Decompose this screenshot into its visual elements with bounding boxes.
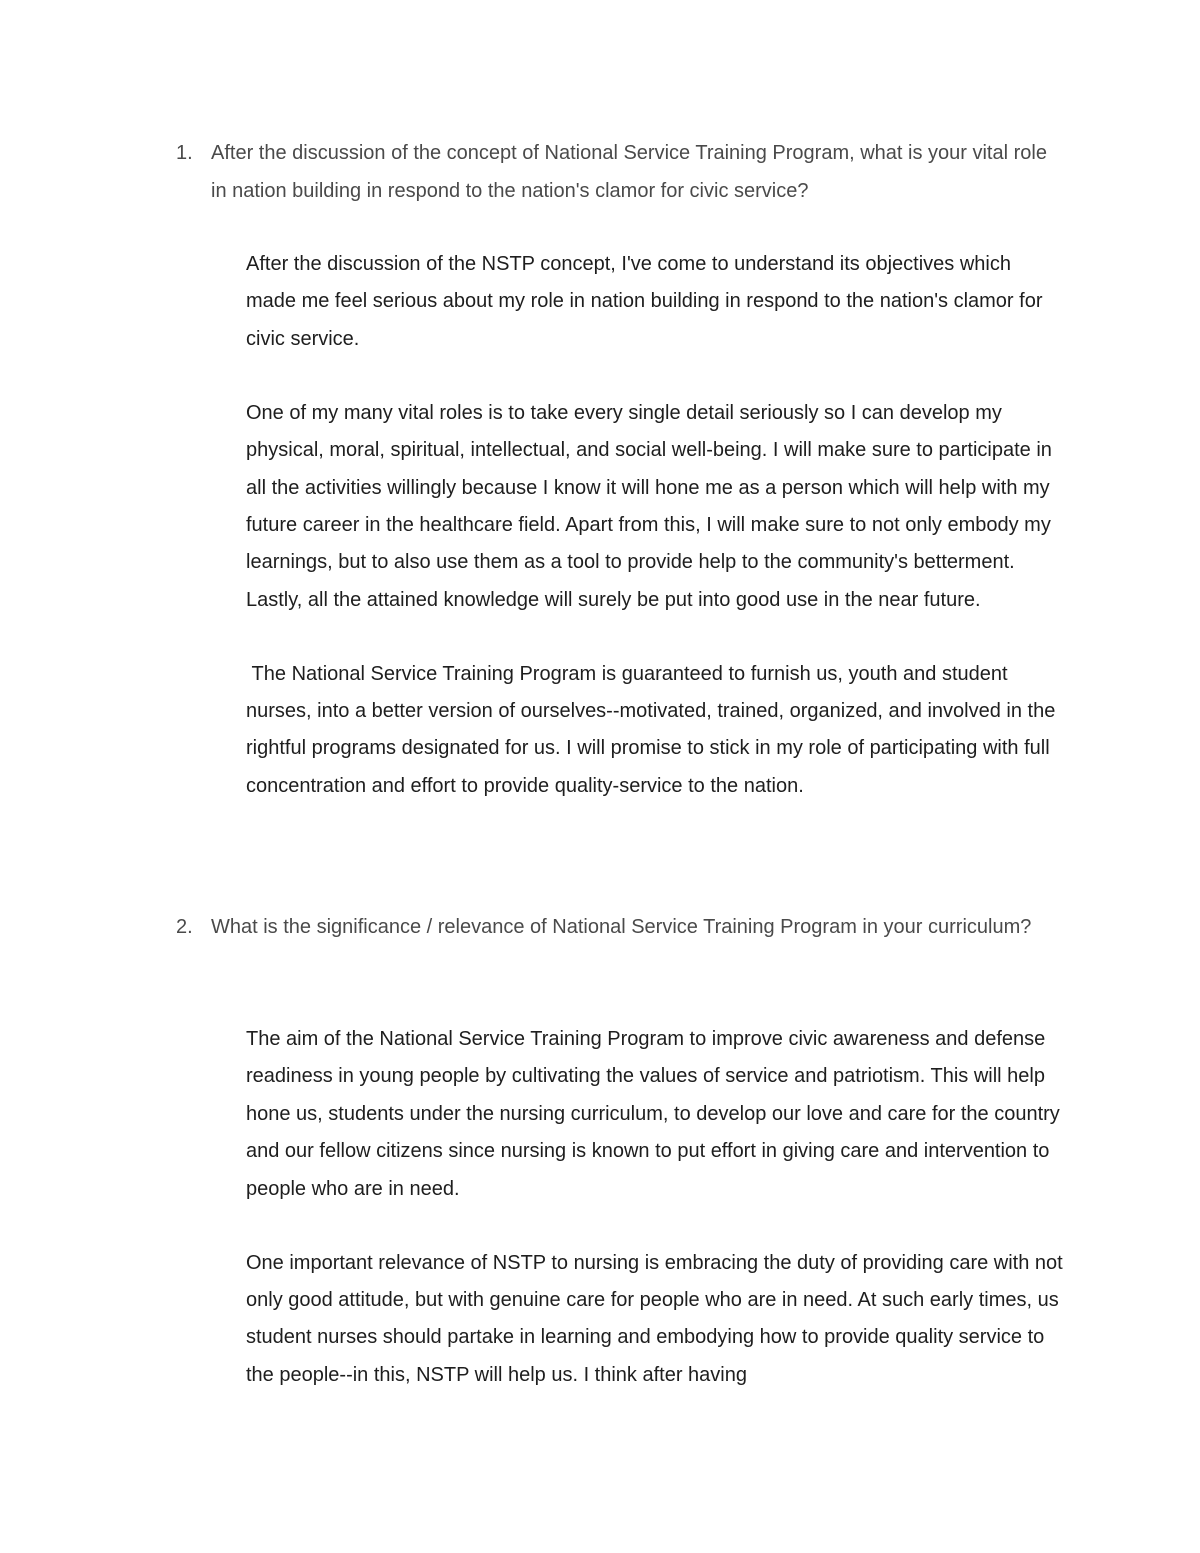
question-text: What is the significance / relevance of National Service Training Program in your curriculum? [211, 916, 1032, 938]
answer-paragraph: One of my many vital roles is to take every single detail seriously so I can develop my physical, moral, spiritual, intellectual, and social well-being. I will make sure to participate in all the activities willingly because I know it will hone me as a person which will help with my future career in the healthcare field. Apart from this, I will make sure to not only embody my learnings, but to also use them as a tool to provide help to the community's betterment. Lastly, all the attained knowledge will surely be put into good use in the near future. [246, 401, 1052, 611]
answer-block-2 [246, 1021, 1066, 1431]
question-text: After the discussion of the concept of National Service Training Program, what is your vital role in nation building in respond to the nation's clamor for civic service? [211, 142, 1047, 202]
question-number: 2. [176, 916, 193, 938]
question-number: 1. [176, 142, 193, 164]
answer-paragraph: The National Service Training Program is guaranteed to furnish us, youth and student nurses, into a better version of ourselves--motivated, trained, organized, and involved in the rightful programs designated for us. I will promise to stick in my role of participating with full concentration and effort to provide quality-service to the nation. [246, 662, 1056, 797]
answer-paragraph: One important relevance of NSTP to nursing is embracing the duty of providing care with not only good attitude, but with genuine care for people who are in need. At such early times, us student nurses should partake in learning and embodying how to provide quality service to the people--in this, NSTP will help us. I think after having [246, 1251, 1063, 1386]
answer-paragraph: After the discussion of the NSTP concept, I've come to understand its objectives which made me feel serious about my role in nation building in respond to the nation's clamor for civic service. [246, 253, 1043, 350]
question-1 [176, 135, 1056, 210]
answer-block-1 [246, 246, 1066, 842]
question-2 [176, 909, 1056, 947]
answer-paragraph: The aim of the National Service Training Program to improve civic awareness and defense readiness in young people by cultivating the values of service and patriotism. This will help hone us, students under the nursing curriculum, to develop our love and care for the country and our fellow citizens since nursing is known to put effort in giving care and intervention to people who are in need. [246, 1028, 1060, 1200]
